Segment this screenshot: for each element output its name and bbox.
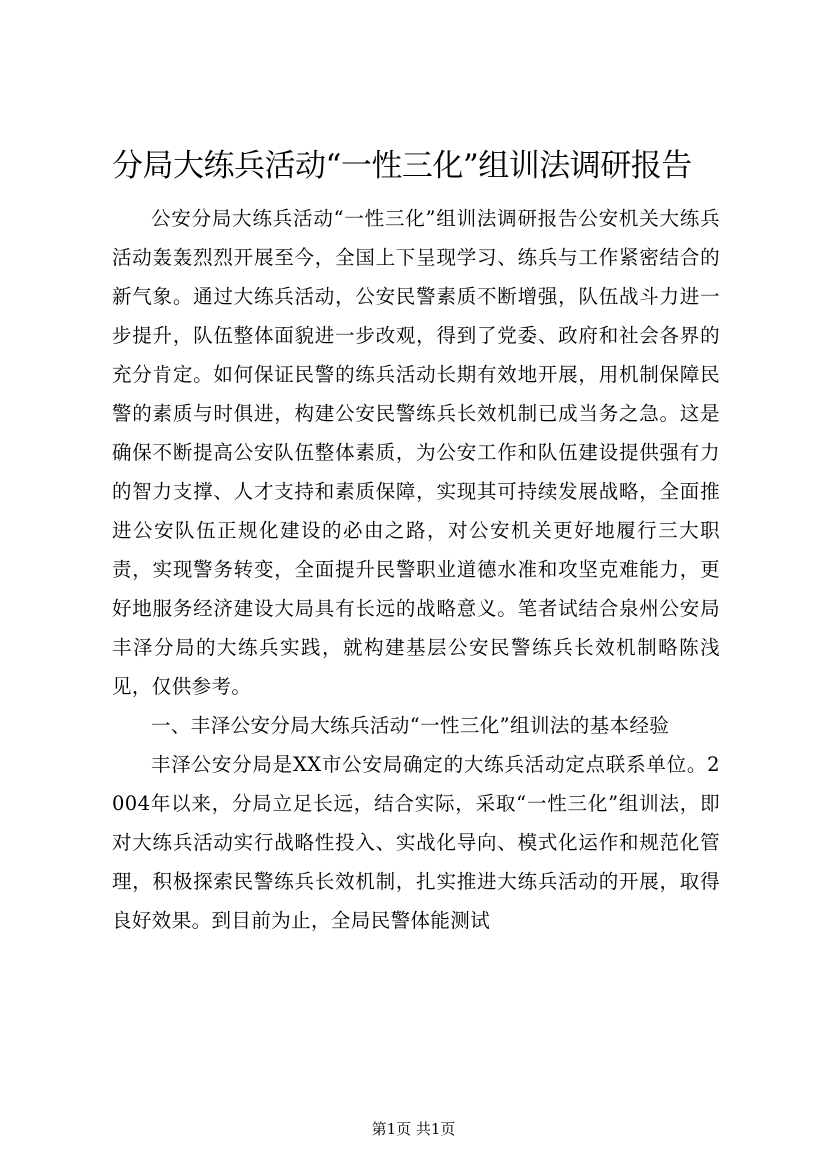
paragraph-section-1: 丰泽公安分局是XX市公安局确定的大练兵活动定点联系单位。2004年以来，分局立足长远，结合实际，采取“一性三化”组训法，即对大练兵活动实行战略性投入、实战化导向、模式化运作和规范化管理，积极探索民警练兵长效机制，扎实推进大练兵活动的开展，取得良好效果。到目前为止，全局民警体能测试	[112, 753, 720, 932]
document-title: 分局大练兵活动“一性三化”组训法调研报告	[112, 148, 692, 184]
page-footer: 第1页 共1页	[371, 1120, 456, 1138]
document-body	[112, 199, 720, 940]
paragraph-intro: 公安分局大练兵活动“一性三化”组训法调研报告公安机关大练兵活动轰轰烈烈开展至今，全国上下呈现学习、练兵与工作紧密结合的新气象。通过大练兵活动，公安民警素质不断增强，队伍战斗力进一步提升，队伍整体面貌进一步改观，得到了党委、政府和社会各界的充分肯定。如何保证民警的练兵活动长期有效地开展，用机制保障民警的素质与时俱进，构建公安民警练兵长效机制已成当务之急。这是确保不断提高公安队伍整体素质，为公安工作和队伍建设提供强有力的智力支撑、人才支持和素质保障，实现其可持续发展战略，全面推进公安队伍正规化建设的必由之路，对公安机关更好地履行三大职责，实现警务转变，全面提升民警职业道德水准和攻坚克难能力，更好地服务经济建设大局具有长远的战略意义。笔者试结合泉州公安局丰泽分局的大练兵实践，就构建基层公安民警练兵长效机制略陈浅见，仅供参考。	[112, 207, 720, 698]
section-heading: 一、丰泽公安分局大练兵活动“一性三化”组训法的基本经验	[151, 714, 670, 737]
